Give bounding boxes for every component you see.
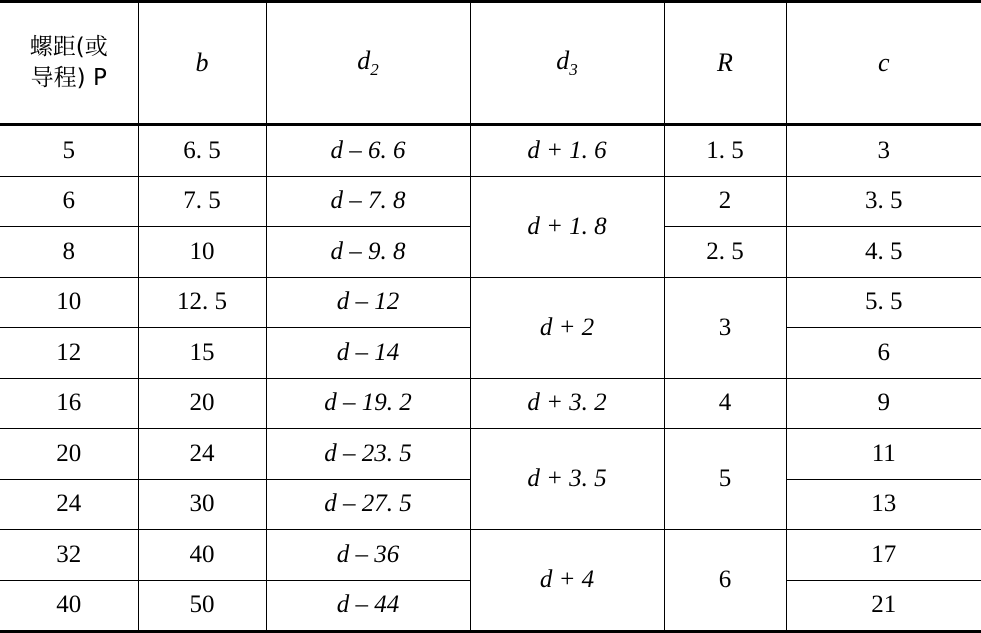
cell-value: 24 [139, 440, 266, 468]
cell-value: 10 [139, 238, 266, 266]
cell-R [664, 530, 786, 632]
cell-value: 20 [139, 389, 266, 417]
cell-value: d – 19. 2 [267, 389, 470, 417]
header-d3-label: d [556, 46, 569, 75]
cell-c [786, 176, 981, 227]
cell-R [664, 378, 786, 429]
header-cell-c [786, 2, 981, 125]
cell-value: d + 1. 6 [471, 137, 664, 165]
cell-d3 [470, 429, 664, 530]
cell-value: 7. 5 [139, 187, 266, 215]
cell-c [786, 580, 981, 632]
cell-c [786, 227, 981, 278]
cell-d2 [266, 328, 470, 379]
cell-value: d + 4 [471, 566, 664, 594]
cell-c [786, 429, 981, 480]
cell-pitch [0, 479, 138, 530]
cell-value: 21 [787, 591, 981, 619]
cell-d3 [470, 277, 664, 378]
cell-value: d + 1. 8 [471, 213, 664, 241]
cell-d2 [266, 580, 470, 632]
cell-value: 5 [0, 137, 138, 165]
header-d2-label: d [357, 46, 370, 75]
cell-pitch [0, 277, 138, 328]
cell-b [138, 429, 266, 480]
header-d3-subscript: 3 [569, 60, 578, 79]
header-cell-d3 [470, 2, 664, 125]
cell-c [786, 479, 981, 530]
header-b-label: b [196, 48, 209, 77]
cell-value: d – 44 [267, 591, 470, 619]
cell-value: d – 12 [267, 288, 470, 316]
cell-value: 2. 5 [665, 238, 786, 266]
table-row [0, 378, 981, 429]
cell-c [786, 125, 981, 177]
cell-value: 2 [665, 187, 786, 215]
cell-d2 [266, 378, 470, 429]
cell-value: d – 6. 6 [267, 137, 470, 165]
cell-d2 [266, 176, 470, 227]
cell-value: 50 [139, 591, 266, 619]
cell-value: 20 [0, 440, 138, 468]
cell-R [664, 176, 786, 227]
table-header-row [0, 2, 981, 125]
cell-value: d – 36 [267, 541, 470, 569]
cell-b [138, 479, 266, 530]
cell-value: d – 9. 8 [267, 238, 470, 266]
cell-pitch [0, 378, 138, 429]
cell-value: 40 [0, 591, 138, 619]
header-pitch-line2: 导程) P [0, 63, 138, 94]
cell-pitch [0, 580, 138, 632]
cell-value: d + 2 [471, 314, 664, 342]
header-pitch-line1: 螺距(或 [0, 32, 138, 63]
cell-d3 [470, 176, 664, 277]
cell-value: 24 [0, 490, 138, 518]
cell-b [138, 125, 266, 177]
cell-value: 4 [665, 389, 786, 417]
cell-R [664, 277, 786, 378]
cell-value: 16 [0, 389, 138, 417]
cell-value: 5 [665, 465, 786, 493]
cell-d2 [266, 125, 470, 177]
cell-value: 11 [787, 440, 981, 468]
cell-value: 30 [139, 490, 266, 518]
cell-R [664, 429, 786, 530]
cell-value: 6 [0, 187, 138, 215]
cell-value: 3. 5 [787, 187, 981, 215]
cell-value: 12. 5 [139, 288, 266, 316]
cell-c [786, 277, 981, 328]
cell-c [786, 328, 981, 379]
cell-d3 [470, 378, 664, 429]
header-cell-R [664, 2, 786, 125]
cell-value: 1. 5 [665, 137, 786, 165]
cell-value: d + 3. 2 [471, 389, 664, 417]
cell-value: 12 [0, 339, 138, 367]
table-row [0, 530, 981, 581]
cell-value: 6. 5 [139, 137, 266, 165]
cell-value: d – 7. 8 [267, 187, 470, 215]
cell-pitch [0, 328, 138, 379]
cell-b [138, 176, 266, 227]
cell-d2 [266, 429, 470, 480]
header-cell-b [138, 2, 266, 125]
header-d2-subscript: 2 [370, 60, 379, 79]
cell-value: 3 [665, 314, 786, 342]
header-c-label: c [878, 48, 890, 77]
cell-d2 [266, 530, 470, 581]
cell-pitch [0, 429, 138, 480]
cell-value: 15 [139, 339, 266, 367]
cell-pitch [0, 530, 138, 581]
cell-value: 5. 5 [787, 288, 981, 316]
cell-b [138, 580, 266, 632]
cell-value: 3 [787, 137, 981, 165]
header-R-label: R [717, 48, 733, 77]
cell-pitch [0, 125, 138, 177]
cell-value: 17 [787, 541, 981, 569]
header-cell-d2 [266, 2, 470, 125]
cell-c [786, 378, 981, 429]
cell-R [664, 227, 786, 278]
table-row [0, 429, 981, 480]
cell-b [138, 277, 266, 328]
cell-b [138, 328, 266, 379]
cell-pitch [0, 176, 138, 227]
cell-d3 [470, 125, 664, 177]
cell-value: d – 23. 5 [267, 440, 470, 468]
cell-b [138, 378, 266, 429]
cell-c [786, 530, 981, 581]
cell-value: 9 [787, 389, 981, 417]
cell-value: 10 [0, 288, 138, 316]
cell-b [138, 530, 266, 581]
table-row [0, 176, 981, 227]
cell-value: d – 27. 5 [267, 490, 470, 518]
cell-value: 6 [665, 566, 786, 594]
table-row [0, 277, 981, 328]
cell-value: 6 [787, 339, 981, 367]
cell-R [664, 125, 786, 177]
cell-value: 13 [787, 490, 981, 518]
cell-pitch [0, 227, 138, 278]
cell-value: 32 [0, 541, 138, 569]
header-cell-pitch [0, 2, 138, 125]
table-row [0, 125, 981, 177]
cell-b [138, 227, 266, 278]
cell-value: d + 3. 5 [471, 465, 664, 493]
cell-value: 8 [0, 238, 138, 266]
cell-d2 [266, 479, 470, 530]
cell-d2 [266, 227, 470, 278]
cell-value: 4. 5 [787, 238, 981, 266]
cell-value: d – 14 [267, 339, 470, 367]
cell-d2 [266, 277, 470, 328]
cell-value: 40 [139, 541, 266, 569]
cell-d3 [470, 530, 664, 632]
